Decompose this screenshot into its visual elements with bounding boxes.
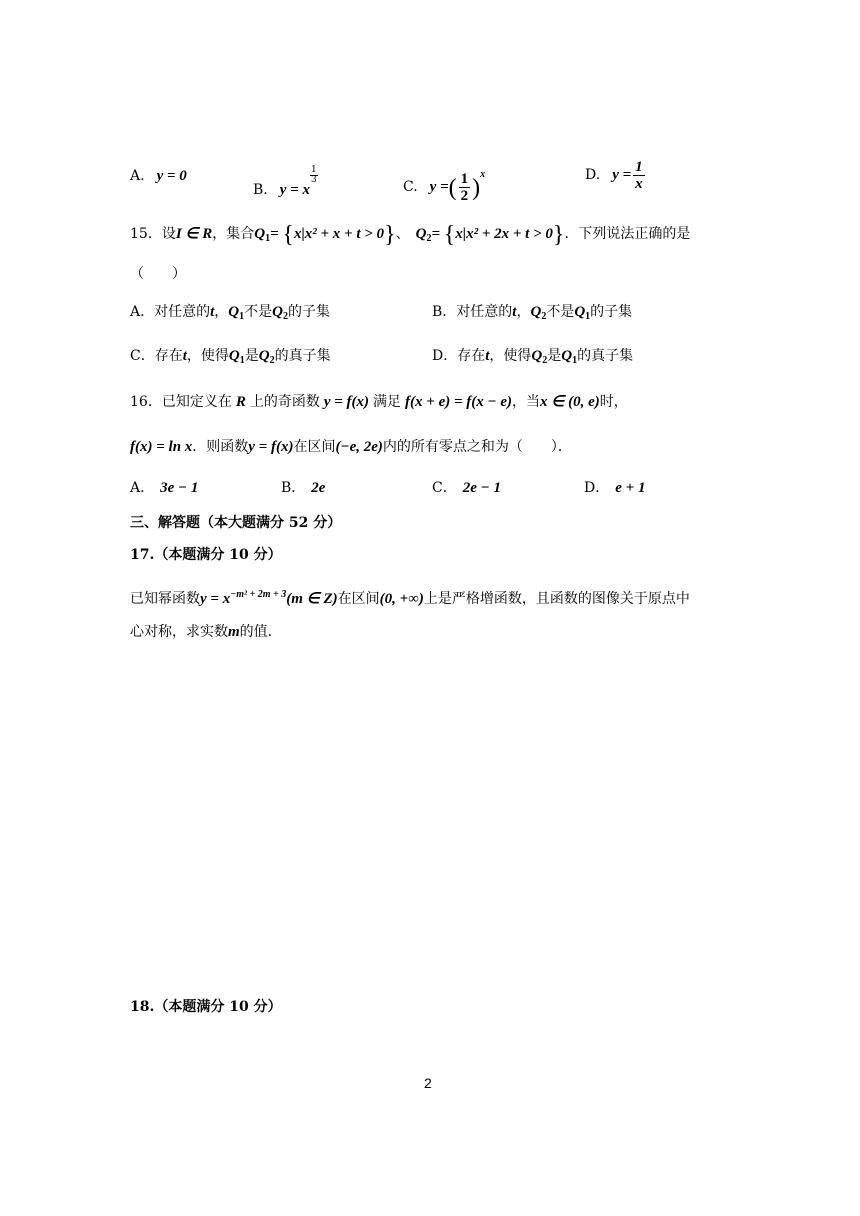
q15-answer-paren: （ ）: [130, 266, 186, 282]
q17-heading: 17.（本题满分 10 分）: [130, 547, 282, 563]
q18-heading: 18.（本题满分 10 分）: [130, 999, 282, 1015]
q16-stem-line1: 16．已知定义在 R 上的奇函数 y = f(x) 满足 f(x + e) = f(x − e)，当x ∈ (0, e)时，: [130, 394, 628, 410]
q14-option-b: B. y = x $\frac{1}{3}$: [253, 165, 317, 198]
q16-option-d: D． e + 1: [584, 480, 646, 496]
q14-option-a: A. y = 0: [130, 168, 187, 184]
q17-stem-line1: 已知幂函数$y = x^{-m^2 + 2m + 3}(m$ ∈ Z)在区间(0, +∞)上是严格增函数，且函数的图像关于原点中: [130, 589, 690, 607]
q16-option-b: B． 2e: [281, 480, 326, 496]
q15-option-b: B．对任意的t，$Q_2$不是$Q_1$的子集: [432, 304, 633, 322]
q17-stem-line2: 心对称，求实数m的值.: [130, 624, 273, 640]
q15-stem: 15．设I ∈ R，集合$Q_1= \{x|x^2 + x + t > 0\}$、 $Q_2= \{x|x^2 + 2x + t > 0\}$．下列说法正确的是: [130, 222, 691, 248]
page-number: 2: [424, 1075, 432, 1091]
q14-option-d: D. y = $\frac{1}{x}$: [585, 158, 643, 192]
section-heading: 三、解答题（本大题满分 52 分）: [130, 515, 342, 531]
q15-option-c: C．存在t，使得$Q_1$是$Q_2$的真子集: [130, 348, 331, 366]
q16-option-c: C． 2e − 1: [432, 480, 501, 496]
q14-option-c: C. y =( $\frac{1}{2}$ )$^x$: [403, 169, 486, 204]
q15-option-d: D．存在t，使得$Q_2$是$Q_1$的真子集: [432, 348, 634, 366]
q15-option-a: A．对任意的t，$Q_1$不是$Q_2$的子集: [130, 304, 330, 322]
q16-option-a: A． 3e − 1: [130, 480, 199, 496]
q16-stem-line2: f(x) = ln x．则函数y = f(x)在区间(−e, 2e)内的所有零点之和为（ ）．: [130, 439, 572, 455]
